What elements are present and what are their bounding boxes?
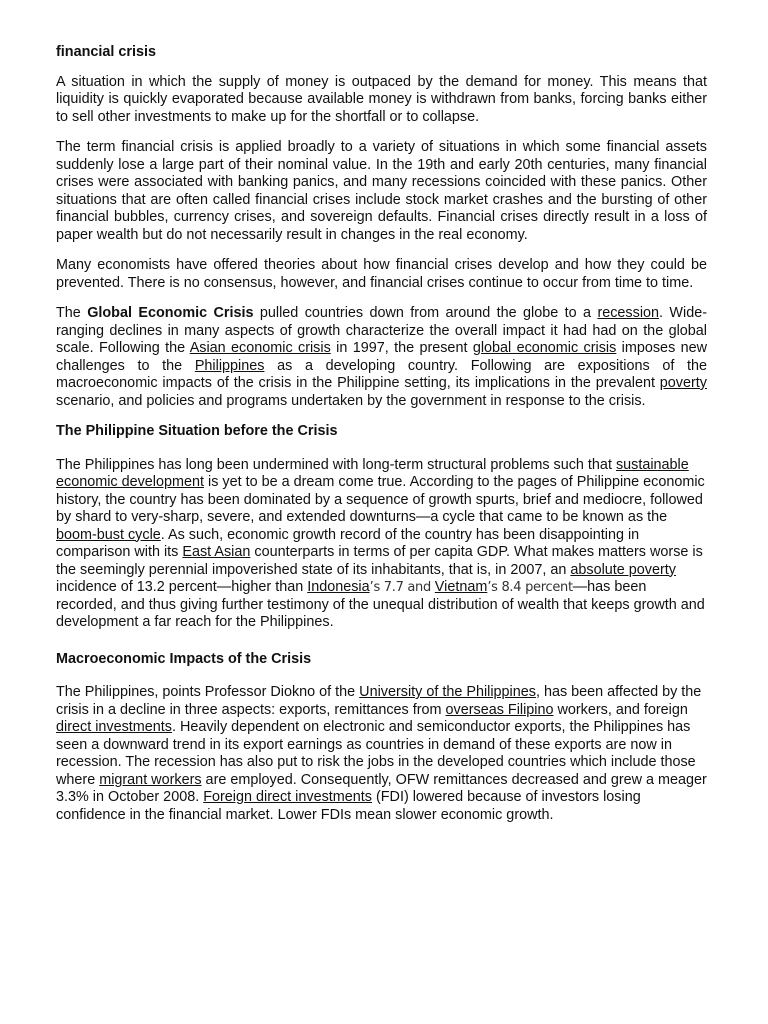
text-run: scenario, and policies and programs undertaken by the government in response to the crisis.: [56, 392, 646, 409]
inline-link[interactable]: global economic crisis: [472, 340, 617, 356]
text-run: (FDI) lowered because of investors losing confidence in the financial market. Lower FDIs mean slower economic growth.: [56, 789, 641, 823]
inline-link[interactable]: absolute poverty: [570, 561, 676, 578]
text-run: imposes new challenges to the: [56, 340, 708, 374]
text-run: incidence of 13.2 percent—higher than: [56, 579, 308, 595]
inline-link[interactable]: East Asian: [182, 544, 251, 560]
document-body: [56, 74, 707, 825]
text-run: —has been recorded, and thus giving further testimony of the unequal distribution of wealth that keeps growth and development a far reach for the Philippines.: [56, 579, 705, 630]
text-run: , has been affected by the crisis in a decline in three aspects: exports, remittances from: [56, 684, 702, 718]
text-run: are employed. Consequently, OFW remittances decreased and grew a meager 3.3% in October 2008.: [56, 771, 707, 805]
inline-link[interactable]: sustainable economic development: [56, 456, 689, 490]
text-run: in 1997, the present: [330, 340, 473, 356]
paragraph: [56, 257, 707, 292]
inline-link[interactable]: overseas Filipino: [445, 701, 554, 718]
paragraph: [56, 139, 707, 244]
text-run: as a developing country. Following are expositions of the macroeconomic impacts of the crisis in the Philippine setting, its implications in the prevalent: [56, 357, 707, 391]
section-heading: Macroeconomic Impacts of the Crisis: [56, 650, 312, 667]
inline-link[interactable]: Foreign direct investments: [203, 789, 372, 805]
paragraph: [56, 684, 707, 824]
document-page: [56, 44, 707, 843]
inline-link[interactable]: Indonesia: [307, 579, 370, 595]
inline-link[interactable]: direct investments: [56, 719, 172, 735]
text-run: The Philippines, points Professor Diokno of the: [56, 684, 360, 700]
text-run: The: [56, 305, 88, 321]
inline-link[interactable]: boom-bust cycle: [56, 526, 161, 543]
paragraph: [56, 74, 707, 127]
inline-link[interactable]: migrant workers: [99, 771, 202, 788]
text-run: ’s 8.4 percent: [487, 580, 573, 595]
section-heading: The Philippine Situation before the Crisis: [56, 423, 338, 439]
inline-link[interactable]: poverty: [659, 375, 707, 391]
text-run: workers, and foreign: [553, 701, 688, 718]
inline-link[interactable]: University of the Philippines: [359, 684, 536, 700]
inline-link[interactable]: recession: [597, 305, 660, 321]
text-run: The term financial crisis is applied broadly to a variety of situations in which some financial assets suddenly lose a large part of their nominal value. In the 19th and early 20th centuries, many financial crises were associated with banking panics, and many recessions coincided with these panics. Other situations that are often called financial crises include stock market crashes and the bursting of other financial bubbles, currency crises, and sovereign defaults. Financial crises directly result in a loss of paper wealth but do not necessarily result in changes in the real economy.: [56, 139, 707, 243]
inline-link[interactable]: Asian economic crisis: [189, 340, 331, 356]
text-run: The Philippines has long been undermined with long-term structural problems such that: [56, 456, 616, 473]
text-run: ’s 7.7 and: [369, 580, 435, 595]
text-run: pulled countries down from around the globe to a: [253, 305, 598, 321]
text-run: counterparts in terms of per capita GDP. What makes matters worse is the seemingly perennial impoverished state of its inhabitants, that is, in 2007, an: [56, 544, 703, 578]
paragraph: [56, 305, 707, 410]
inline-link[interactable]: Philippines: [194, 357, 265, 374]
text-run: . Wide-ranging declines in many aspects of growth characterize the overall impact it had had on the global scale. Following the: [56, 305, 707, 356]
inline-link[interactable]: Vietnam: [434, 579, 488, 595]
text-run: Many economists have offered theories about how financial crises develop and how they could be prevented. There is no consensus, however, and financial crises continue to occur from time to time.: [56, 257, 707, 291]
text-run: is yet to be a dream come true. According to the pages of Philippine economic history, the country has been dominated by a sequence of growth spurts, brief and mediocre, followed by shard to very-sharp, severe, and extended downturns—a cycle that came to be known as the: [56, 474, 705, 525]
text-run: . As such, economic growth record of the country has been disappointing in comparison with its: [56, 526, 640, 560]
paragraph: [56, 457, 707, 632]
bold-text: Global Economic Crisis: [87, 305, 254, 321]
text-run: A situation in which the supply of money is outpaced by the demand for money. This means that liquidity is quickly evaporated because available money is withdrawn from banks, forcing banks either to sell other investments to make up for the shortfall or to collapse.: [56, 73, 707, 125]
text-run: . Heavily dependent on electronic and semiconductor exports, the Philippines has seen a downward trend in its export earnings as countries in demand of these exports are now in recession. The recession has also put to risk the jobs in the developed countries which include those where: [56, 719, 696, 788]
document-title: financial crisis: [56, 44, 156, 60]
